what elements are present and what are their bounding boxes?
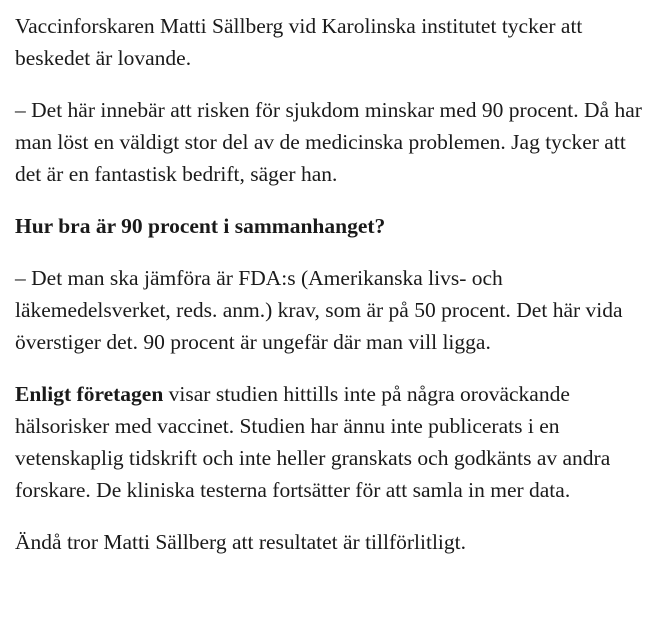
answer-paragraph: – Det man ska jämföra är FDA:s (Amerikanska livs- och läkemedelsverket, reds. anm.) krav, som är på 50 procent. Det här vida överstiger det. 90 procent är ungefär där man vill ligga. [15, 266, 623, 354]
company-paragraph [15, 378, 657, 506]
closing-paragraph: Ändå tror Matti Sällberg att resultatet är tillförlitligt. [15, 530, 466, 554]
question-subheading: Hur bra är 90 procent i sammanhanget? [15, 214, 386, 238]
company-paragraph-text: visar studien hittills inte på några oroväckande hälsorisker med vaccinet. Studien har ännu inte publicerats i en vetenskaplig tidskrift och inte heller granskats och godkänts av andra forskare. De kliniska testerna fortsätter för att samla in mer data. [15, 382, 611, 502]
intro-paragraph: Vaccinforskaren Matti Sällberg vid Karolinska institutet tycker att beskedet är lovande. [15, 14, 583, 70]
quote-paragraph: – Det här innebär att risken för sjukdom minskar med 90 procent. Då har man löst en väldigt stor del av de medicinska problemen. Jag tycker att det är en fantastisk bedrift, säger han. [15, 98, 642, 186]
lead-bold-text: Enligt företagen [15, 382, 164, 406]
article-body [15, 10, 657, 578]
